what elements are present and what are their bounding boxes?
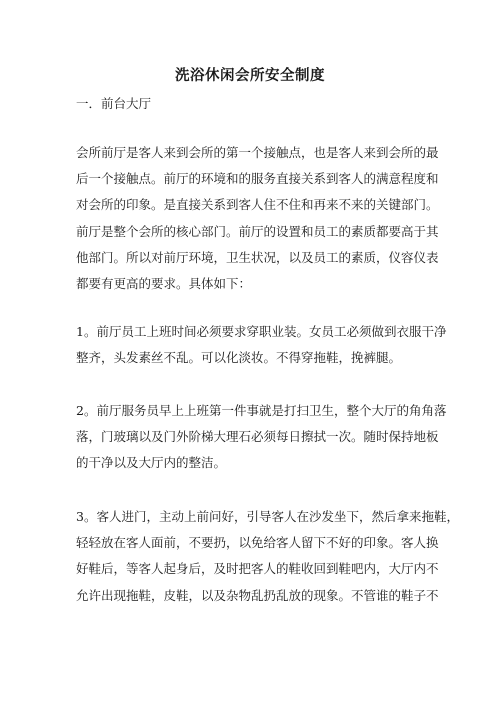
- paragraph-line: 的干净以及大厅内的整洁。: [76, 455, 227, 471]
- paragraph-line: 落，门玻璃以及门外阶梯大理石必须每日擦拭一次。随时保持地板: [76, 429, 439, 445]
- paragraph-rule-2: [76, 398, 446, 477]
- paragraph-line: 1。前厅员工上班时间必须要求穿职业装。女员工必须做到衣服干净: [76, 324, 447, 339]
- paragraph-line: 对会所的印象。是直接关系到客人住不住和再来不来的关键部门。: [76, 197, 439, 213]
- paragraph-line: 都要有更高的要求。具体如下：: [76, 275, 252, 291]
- paragraph-line: 他部门。所以对前厅环境，卫生状况，以及员工的素质，仪容仪表: [76, 249, 439, 265]
- paragraph-line: 3。客人进门，主动上前问好，引导客人在沙发坐下，然后拿来拖鞋，: [76, 509, 459, 524]
- paragraph-rule-3: [76, 504, 459, 609]
- document-title: 洗浴休闲会所安全制度: [175, 68, 325, 84]
- paragraph-line: 轻轻放在客人面前，不要扔，以免给客人留下不好的印象。客人换: [76, 535, 439, 551]
- paragraph-line: 允许出现拖鞋，皮鞋，以及杂物乱扔乱放的现象。不管谁的鞋子不: [76, 587, 439, 603]
- paragraph-line: 前厅是整个会所的核心部门。前厅的设置和员工的素质都要高于其: [76, 223, 439, 239]
- paragraph-line: 2。前厅服务员早上上班第一件事就是打扫卫生，整个大厅的角角落: [76, 403, 447, 418]
- paragraph-intro: [76, 140, 446, 297]
- section-heading: 一．前台大厅: [76, 96, 152, 111]
- paragraph-rule-1: [76, 319, 446, 371]
- paragraph-line: 整齐，头发素丝不乱。可以化淡妆。不得穿拖鞋，挽裤腿。: [76, 350, 402, 366]
- paragraph-line: 会所前厅是客人来到会所的第一个接触点，也是客人来到会所的最: [76, 145, 439, 160]
- paragraph-line: 好鞋后，等客人起身后，及时把客人的鞋收回到鞋吧内，大厅内不: [76, 561, 439, 577]
- paragraph-line: 后一个接触点。前厅的环境和的服务直接关系到客人的满意程度和: [76, 171, 439, 187]
